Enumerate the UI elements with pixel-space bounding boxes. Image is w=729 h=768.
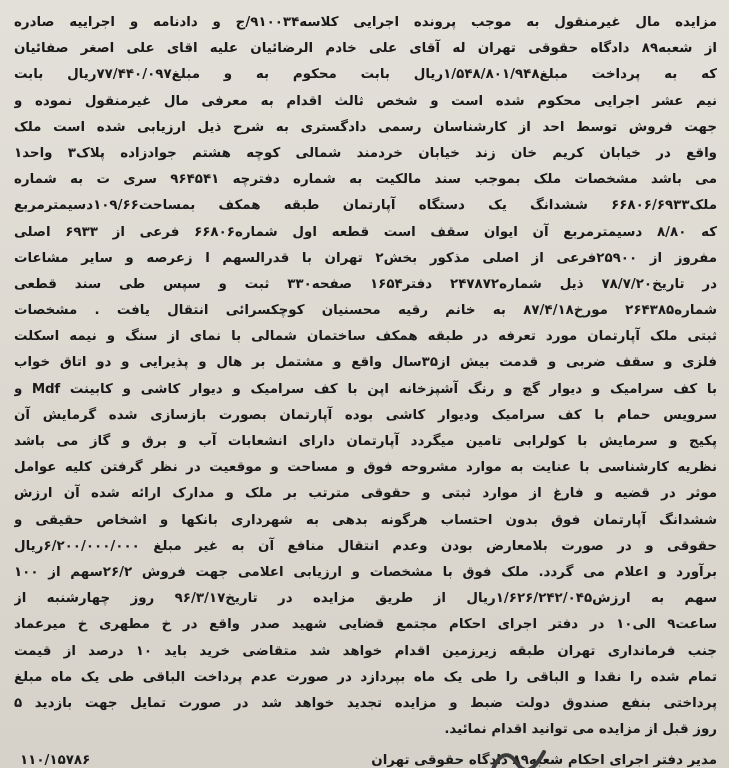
- notice-footer: [14, 745, 717, 768]
- notice-line: روز قبل از مزایده می توانید اقدام نمائید.: [444, 722, 717, 738]
- notice-line: ششدانگ آپارتمان فوق بدون احتساب هرگونه بدهی به شهرداری بانکها و اشخاص حقیقی و: [14, 512, 717, 528]
- notice-line: در تاریخ۷۸/۷/۲۰ ذیل شماره۲۴۷۸۷۲ دفتر۱۶۵۴ صفحه۳۳۰ ثبت و سپس طی سند قطعی: [14, 276, 717, 292]
- notice-line: تمام شده را نقدا و الباقی را طی یک ماه بپردازد در صورت عدم پرداخت الباقی طی یک ماه مبلغ: [14, 669, 717, 685]
- notice-line: سهم به ارزش۱/۶۲۶/۲۴۲/۰۴۵ریال از طریق مزایده در تاریخ۹۶/۳/۱۷ روز چهارشنبه از: [14, 591, 717, 607]
- notice-line: نظریه کارشناسی با عنایت به موارد مشروحه فوق و مساحت و موقعیت در نظر گرفتن کلیه عوامل: [14, 460, 717, 476]
- notice-line: فلزی و سقف ضربی و قدمت بیش از۳۵سال واقع و مشتمل بر هال و پذیرایی و دو اتاق خواب: [14, 355, 717, 371]
- notice-line: حقوقی و در صورت بلامعارض بودن وعدم انتقال منافع آن به غیر مبلغ ۶/۲۰۰/۰۰۰/۰۰۰ریال: [14, 538, 717, 554]
- ink-mark: [488, 744, 548, 768]
- notice-line: از شعبه۸۹ دادگاه حقوقی تهران له آقای علی خادم الرضائیان علیه اقای علی اصغر صفائیان: [14, 41, 717, 57]
- notice-line: ملک۶۶۸۰۶/۶۹۳۳ ششدانگ یک دستگاه آپارتمان طبقه همکف بمساحت۱۰۹/۶۶دسیمترمربع: [14, 198, 717, 214]
- notice-line: با کف سرامیک و دیوار گچ و رنگ آشپزخانه اپن با کف سرامیک و دیوار کاشی و کابینت Mdf و: [14, 381, 717, 397]
- notice-line: موثر در قضیه و فارغ از موارد ثبتی و حقوقی مترتب بر ملک و مدارک ارائه شده آن ارزش: [14, 486, 717, 502]
- notice-line: مفروز از ۲۵۹۰۰فرعی از اصلی مذکور بخش۲ تهران با قدرالسهم ا زعرصه و سایر مشاعات: [14, 250, 717, 266]
- notice-signature: مدیر دفتر اجرای احکام شعبه۸۹ دادگاه حقوقی تهران: [371, 752, 717, 768]
- notice-line: مزایده مال غیرمنقول به موجب پرونده اجرایی کلاسه۹۱۰۰۳۴/ج و دادنامه و اجراییه صادره: [14, 15, 717, 30]
- notice-line: جهت فروش توسط احد از کارشناسان رسمی دادگستری به شرح ذیل ارزیابی شده است ملک: [14, 119, 717, 135]
- notice-line: ساعت۹ الی۱۰ در دفتر اجرای احکام مجتمع قضایی شهید صدر واقع در خ مطهری خ میرعماد: [14, 617, 717, 633]
- notice-line: ثبتی ملک آپارتمان مورد تعرفه در طبقه همکف ساختمان شمالی با نمای از سنگ و نیمه اسکلت: [14, 329, 717, 345]
- notice-line: که ۸/۸۰ دسیمترمربع آن ایوان سقف است قطعه اول شماره۶۶۸۰۶ فرعی از ۶۹۳۳ اصلی: [14, 224, 717, 240]
- notice-line: که به پرداخت مبلغ۱/۵۴۸/۸۰۱/۹۴۸ریال بابت محکوم به و مبلغ۷۷/۴۴۰/۰۹۷ریال بابت: [14, 67, 717, 83]
- auction-notice: [14, 10, 717, 768]
- notice-line: شماره۲۶۴۳۸۵ مورخ۸۷/۴/۱۸ به خانم رقیه محسنیان کوچکسرائی انتقال یافت . مشخصات: [14, 303, 717, 319]
- notice-line: واقع در خیابان کریم خان زند خیابان خردمند شمالی کوچه هشتم جوادزاده پلاک۳ واحد۱: [14, 145, 717, 161]
- notice-line: برآورد و اعلام می گردد. ملک فوق با مشخصات و ارزیابی اعلامی جهت فروش ۲۶/۲سهم از ۱۰۰: [14, 564, 717, 580]
- notice-code: ۱۱۰/۱۵۷۸۶: [20, 752, 91, 768]
- notice-line: سرویس حمام با کف سرامیک ودیوار کاشی بوده آپارتمان بصورت بازسازی شده گرمایش آن: [14, 407, 717, 423]
- notice-line: جنب فرمانداری تهران طبقه زیرزمین اقدام خواهد شد متقاضی خرید باید ۱۰ درصد از قیمت: [14, 643, 717, 659]
- notice-line: پرداختی بنفع صندوق دولت ضبط و مزایده تجدید خواهد شد در صورت تمایل جهت بازدید ۵: [14, 695, 717, 711]
- notice-line: نیم عشر اجرایی محکوم شده است و شخص ثالث اقدام به معرفی مال غیرمنقول نموده و: [14, 93, 717, 109]
- notice-line: می باشد مشخصات ملک بموجب سند مالکیت به شماره دفترچه ۹۶۴۵۴۱ سری ت به شماره: [14, 172, 717, 188]
- notice-line: پکیج و سرمایش با کولرابی تامین میگردد آپارتمان دارای انشعابات آب و برق و گاز می باشد: [14, 434, 717, 449]
- notice-body: [14, 10, 717, 743]
